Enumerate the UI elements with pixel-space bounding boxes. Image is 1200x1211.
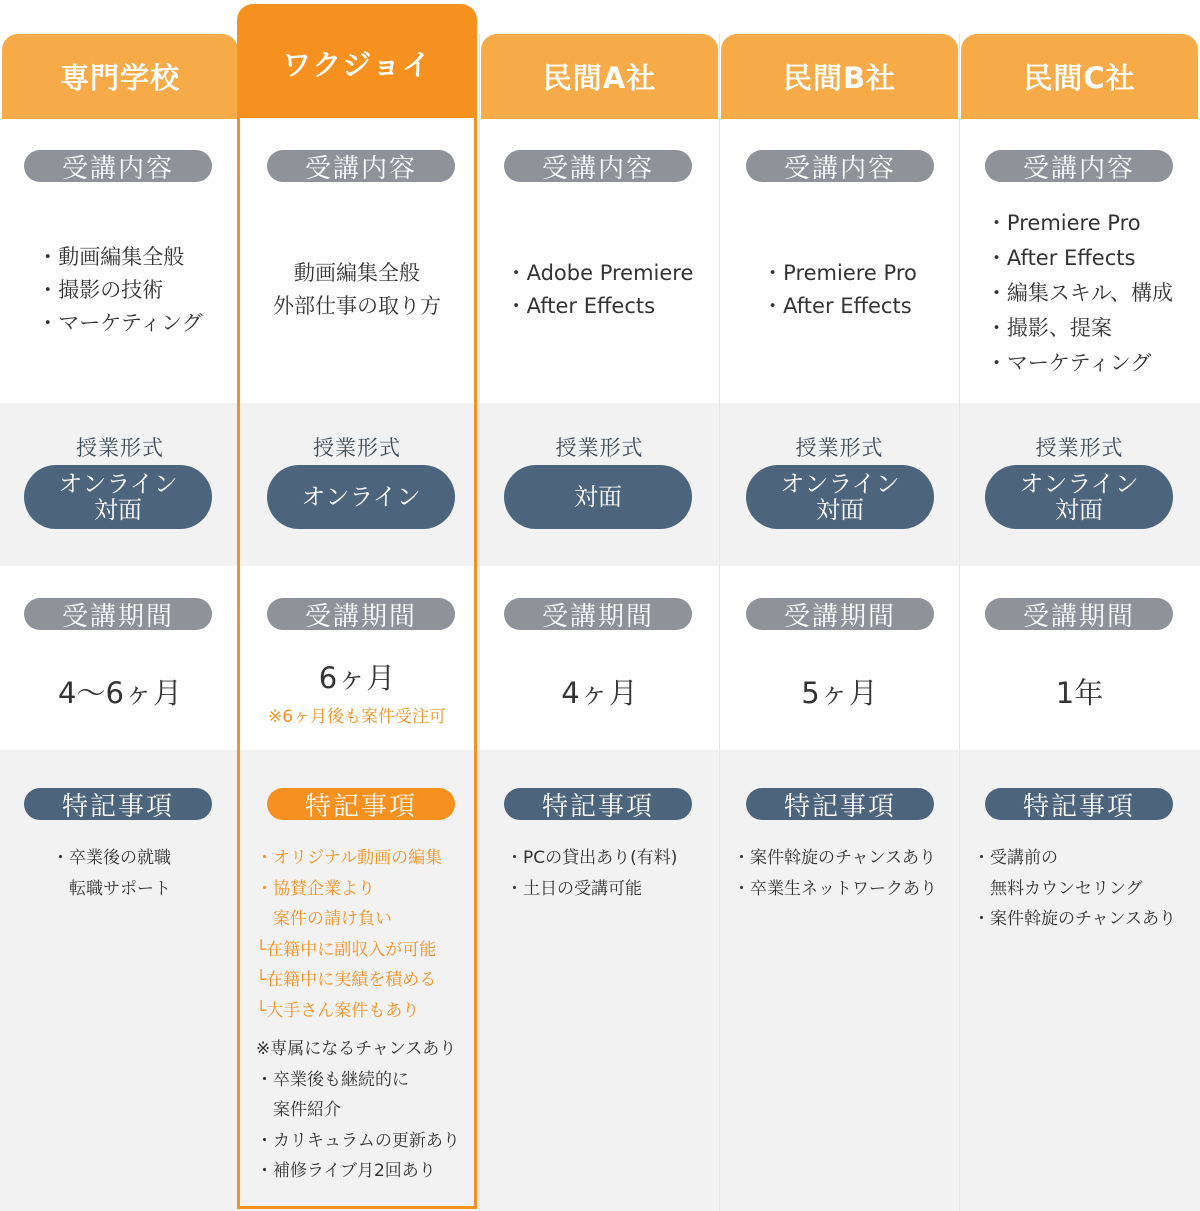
note-item: ・カリキュラムの更新あり	[256, 1130, 460, 1151]
content-item: ・動画編集全般	[37, 244, 185, 269]
column-title: 専門学校	[59, 61, 180, 95]
content-item: ・編集スキル、構成	[985, 280, 1174, 305]
format-label: 授業形式	[313, 436, 401, 460]
duration-value: 6ヶ月	[318, 661, 396, 695]
notes-list	[973, 843, 1176, 935]
duration-label: 受講期間	[24, 598, 212, 630]
format-label: 授業形式	[795, 436, 884, 460]
note-item-highlight: ・協賛企業より	[256, 878, 375, 899]
note-item: ・PCの貸出あり(有料)	[506, 848, 678, 868]
content-item: ・After Effects	[985, 245, 1136, 270]
content-item: ・Adobe Premiere	[505, 261, 694, 285]
content-label: 受講内容	[746, 150, 934, 182]
content-item: 外部仕事の取り方	[273, 294, 441, 318]
format-value: 対面	[1055, 496, 1103, 524]
notes-label: 特記事項	[985, 788, 1173, 820]
column-title: ワクジョイ	[282, 47, 432, 82]
note-item: ・受講前の	[973, 848, 1058, 868]
note-item-highlight: └在籍中に実績を積める	[256, 970, 437, 990]
content-item: ・After Effects	[505, 294, 656, 318]
note-item: ・補修ライブ月2回あり	[256, 1161, 436, 1181]
format-badge	[504, 465, 692, 529]
notes-label: 特記事項	[746, 788, 934, 820]
column-title: 民間B社	[782, 61, 897, 95]
note-item: ・卒業生ネットワークあり	[733, 878, 937, 899]
format-badge	[985, 465, 1173, 529]
notes-label: 特記事項	[504, 788, 692, 820]
format-badge	[24, 465, 212, 529]
note-item: ・卒業後の就職	[52, 848, 171, 868]
notes-list	[506, 843, 677, 904]
duration-label: 受講期間	[267, 598, 455, 630]
content-item: ・Premiere Pro	[985, 210, 1141, 235]
format-value: 対面	[574, 483, 622, 511]
duration-label: 受講期間	[746, 598, 934, 630]
content-list	[481, 190, 718, 390]
notes-list	[52, 843, 171, 904]
notes-label: 特記事項	[267, 788, 455, 820]
format-value: 対面	[816, 496, 864, 524]
note-item: 転職サポート	[52, 878, 171, 899]
content-item: ・撮影の技術	[37, 277, 164, 302]
content-item: ・After Effects	[762, 294, 912, 318]
note-item-highlight: 案件の請け負い	[256, 909, 392, 929]
column-title: 民間C社	[1023, 61, 1136, 95]
column-header	[961, 34, 1198, 119]
note-item: 案件紹介	[256, 1100, 341, 1120]
column-title: 民間A社	[542, 61, 657, 95]
column-company-a	[481, 0, 718, 1211]
column-divider	[479, 34, 480, 1211]
note-item: ・卒業後も継続的に	[256, 1069, 409, 1090]
content-label: 受講内容	[504, 150, 692, 182]
column-company-c	[961, 0, 1198, 1211]
format-label: 授業形式	[76, 436, 164, 460]
format-value: 対面	[94, 496, 142, 524]
column-divider	[959, 34, 960, 1211]
format-label: 授業形式	[1035, 436, 1124, 460]
note-item: ※専属になるチャンスあり	[256, 1039, 457, 1059]
column-header	[721, 34, 958, 119]
duration-label: 受講期間	[504, 598, 692, 630]
note-item: ・案件斡旋のチャンスあり	[973, 909, 1176, 929]
column-header	[2, 34, 238, 119]
note-item-highlight: ・オリジナル動画の編集	[256, 848, 443, 868]
duration-value: 1年	[1055, 676, 1104, 710]
column-company-b	[721, 0, 958, 1211]
column-senmon	[2, 0, 238, 1211]
column-header-featured	[237, 4, 477, 118]
note-item-highlight: └大手さん案件もあり	[256, 1000, 420, 1021]
featured-column-border	[237, 117, 477, 1209]
column-divider	[719, 34, 720, 1211]
duration-value: 4ヶ月	[561, 676, 638, 710]
duration-note: ※6ヶ月後も案件受注可	[267, 707, 447, 727]
duration-label: 受講期間	[985, 598, 1173, 630]
content-item: 動画編集全般	[294, 261, 420, 285]
format-value: オンライン	[1019, 470, 1139, 498]
format-value: オンライン	[780, 470, 900, 498]
content-label: 受講内容	[267, 150, 455, 182]
content-list	[721, 190, 958, 390]
note-item: 無料カウンセリング	[973, 878, 1143, 899]
format-value: オンライン	[301, 483, 421, 511]
format-label: 授業形式	[555, 436, 644, 460]
content-list	[2, 190, 238, 390]
content-item: ・マーケティング	[37, 310, 203, 335]
notes-label: 特記事項	[24, 788, 212, 820]
content-list	[961, 205, 1198, 381]
notes-list	[733, 843, 937, 904]
content-label: 受講内容	[24, 150, 212, 182]
content-label: 受講内容	[985, 150, 1173, 182]
note-item: ・案件斡旋のチャンスあり	[733, 848, 936, 868]
content-item: ・撮影、提案	[985, 315, 1112, 340]
note-item: ・土日の受講可能	[506, 878, 642, 899]
duration-value: 4〜6ヶ月	[58, 676, 182, 710]
duration-value: 5ヶ月	[801, 676, 878, 710]
content-item: ・マーケティング	[985, 350, 1152, 375]
format-value: オンライン	[58, 470, 178, 498]
note-item-highlight: └在籍中に副収入が可能	[256, 939, 437, 960]
column-header	[481, 34, 718, 119]
content-item: ・Premiere Pro	[762, 261, 917, 285]
format-badge	[746, 465, 934, 529]
